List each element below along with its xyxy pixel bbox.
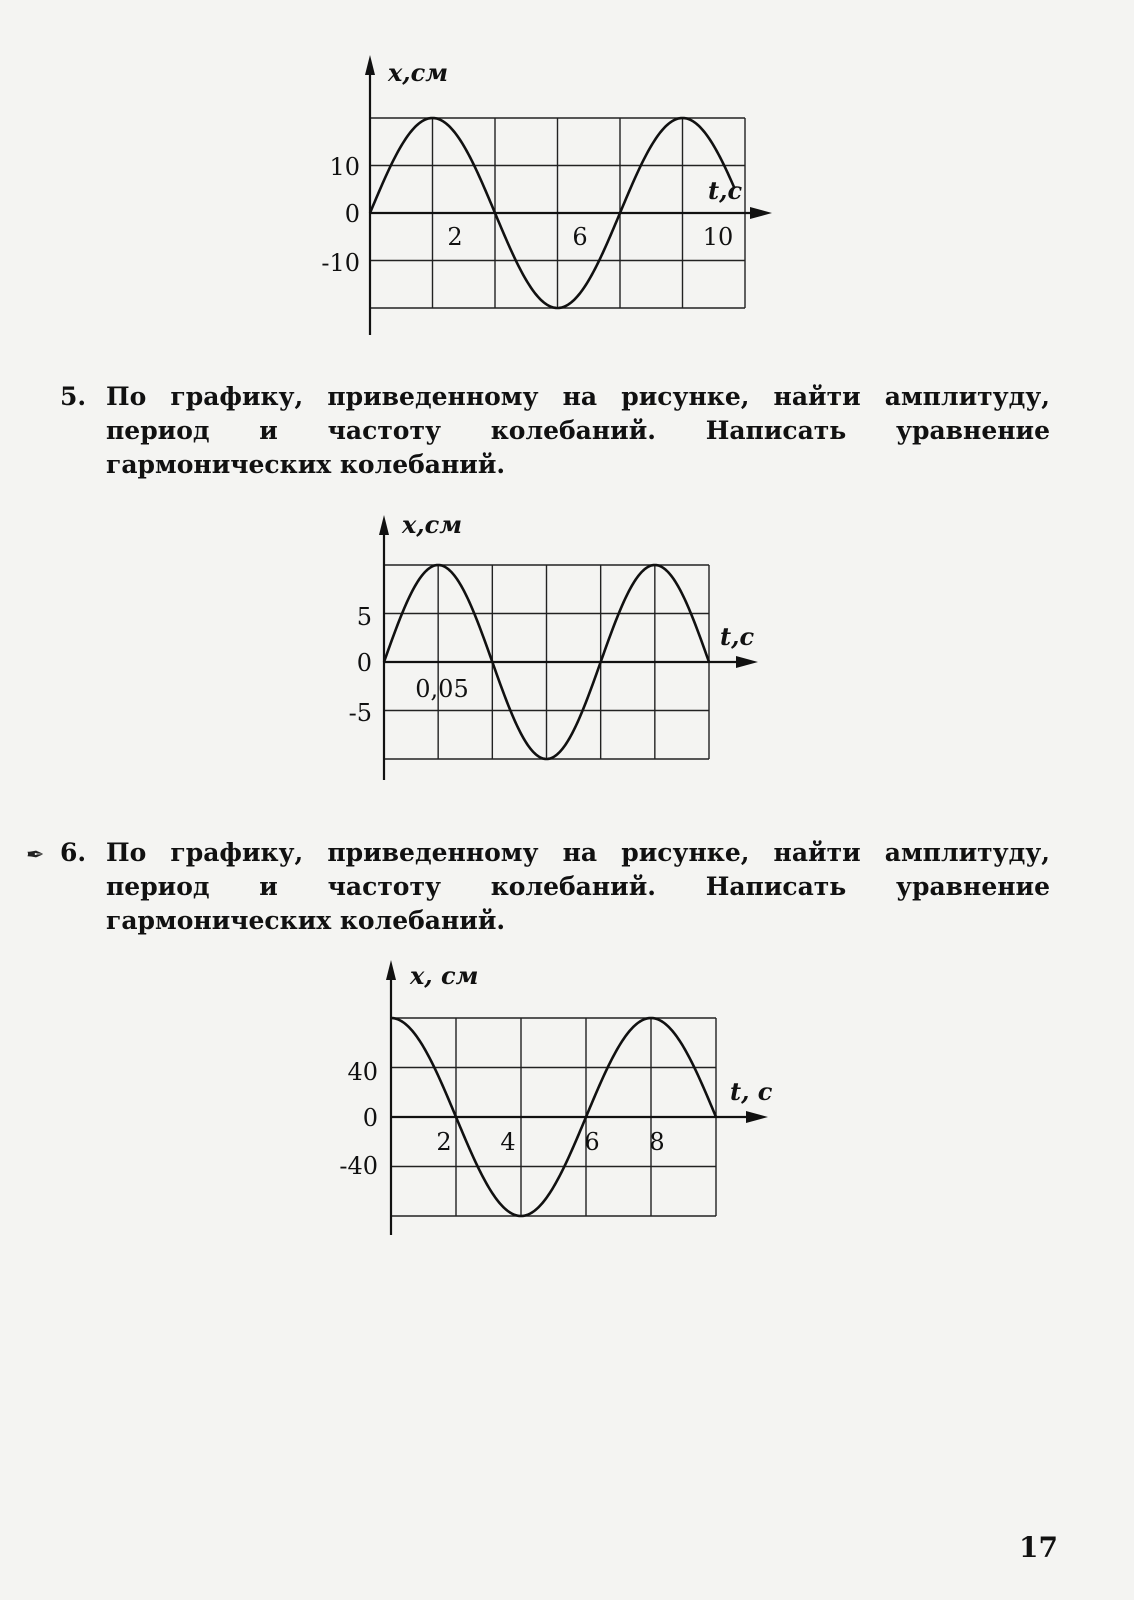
t-tick-label: 0,05 <box>415 675 469 703</box>
y-axis-label: x,см <box>388 58 449 87</box>
y-tick-label: 40 <box>347 1058 378 1086</box>
t-tick-label: 6 <box>584 1128 600 1156</box>
y-tick-label: -40 <box>339 1152 378 1180</box>
pen-icon: ✒ <box>26 843 45 868</box>
t-tick-label: 10 <box>702 223 734 251</box>
t-axis-label: t, с <box>730 1077 773 1106</box>
problem-text: По графику, приведенному на рисунке, найти амплитуду, период и частоту колебаний. Написать уравнение гармонических колебаний. <box>106 382 1050 479</box>
y-tick-label: 10 <box>329 153 360 181</box>
y-tick-label: 0 <box>362 1104 378 1132</box>
oscillation-graph-2 <box>330 505 780 785</box>
y-tick-label: 0 <box>344 200 360 228</box>
problem-number: 5. <box>60 382 87 411</box>
t-tick-label: 6 <box>572 223 588 251</box>
problem-5 <box>60 380 1050 482</box>
t-axis <box>384 656 758 668</box>
y-tick-label: -10 <box>321 249 360 277</box>
t-tick-label: 8 <box>649 1128 665 1156</box>
y-axis-label: x,см <box>402 510 463 539</box>
y-tick-label: -5 <box>348 699 372 727</box>
problem-6 <box>60 836 1050 938</box>
problem-text: По графику, приведенному на рисунке, найти амплитуду, период и частоту колебаний. Написать уравнение гармонических колебаний. <box>106 838 1050 935</box>
y-axis <box>379 515 389 780</box>
y-axis <box>386 960 396 1235</box>
oscillation-graph-1 <box>321 45 780 345</box>
t-axis <box>391 1111 768 1123</box>
t-tick-label: 2 <box>447 223 463 251</box>
y-tick-label: 0 <box>356 649 372 677</box>
y-axis-label: x, см <box>410 961 479 990</box>
problem-number: 6. <box>60 838 87 867</box>
oscillation-graph-3 <box>320 950 780 1250</box>
t-axis-label: t,с <box>708 176 743 205</box>
t-axis-label: t,с <box>720 622 755 651</box>
y-axis <box>365 55 375 335</box>
page-number: 17 <box>1019 1531 1058 1564</box>
t-tick-label: 4 <box>500 1128 516 1156</box>
t-axis <box>370 207 772 219</box>
y-tick-label: 5 <box>356 603 372 631</box>
t-tick-label: 2 <box>436 1128 452 1156</box>
